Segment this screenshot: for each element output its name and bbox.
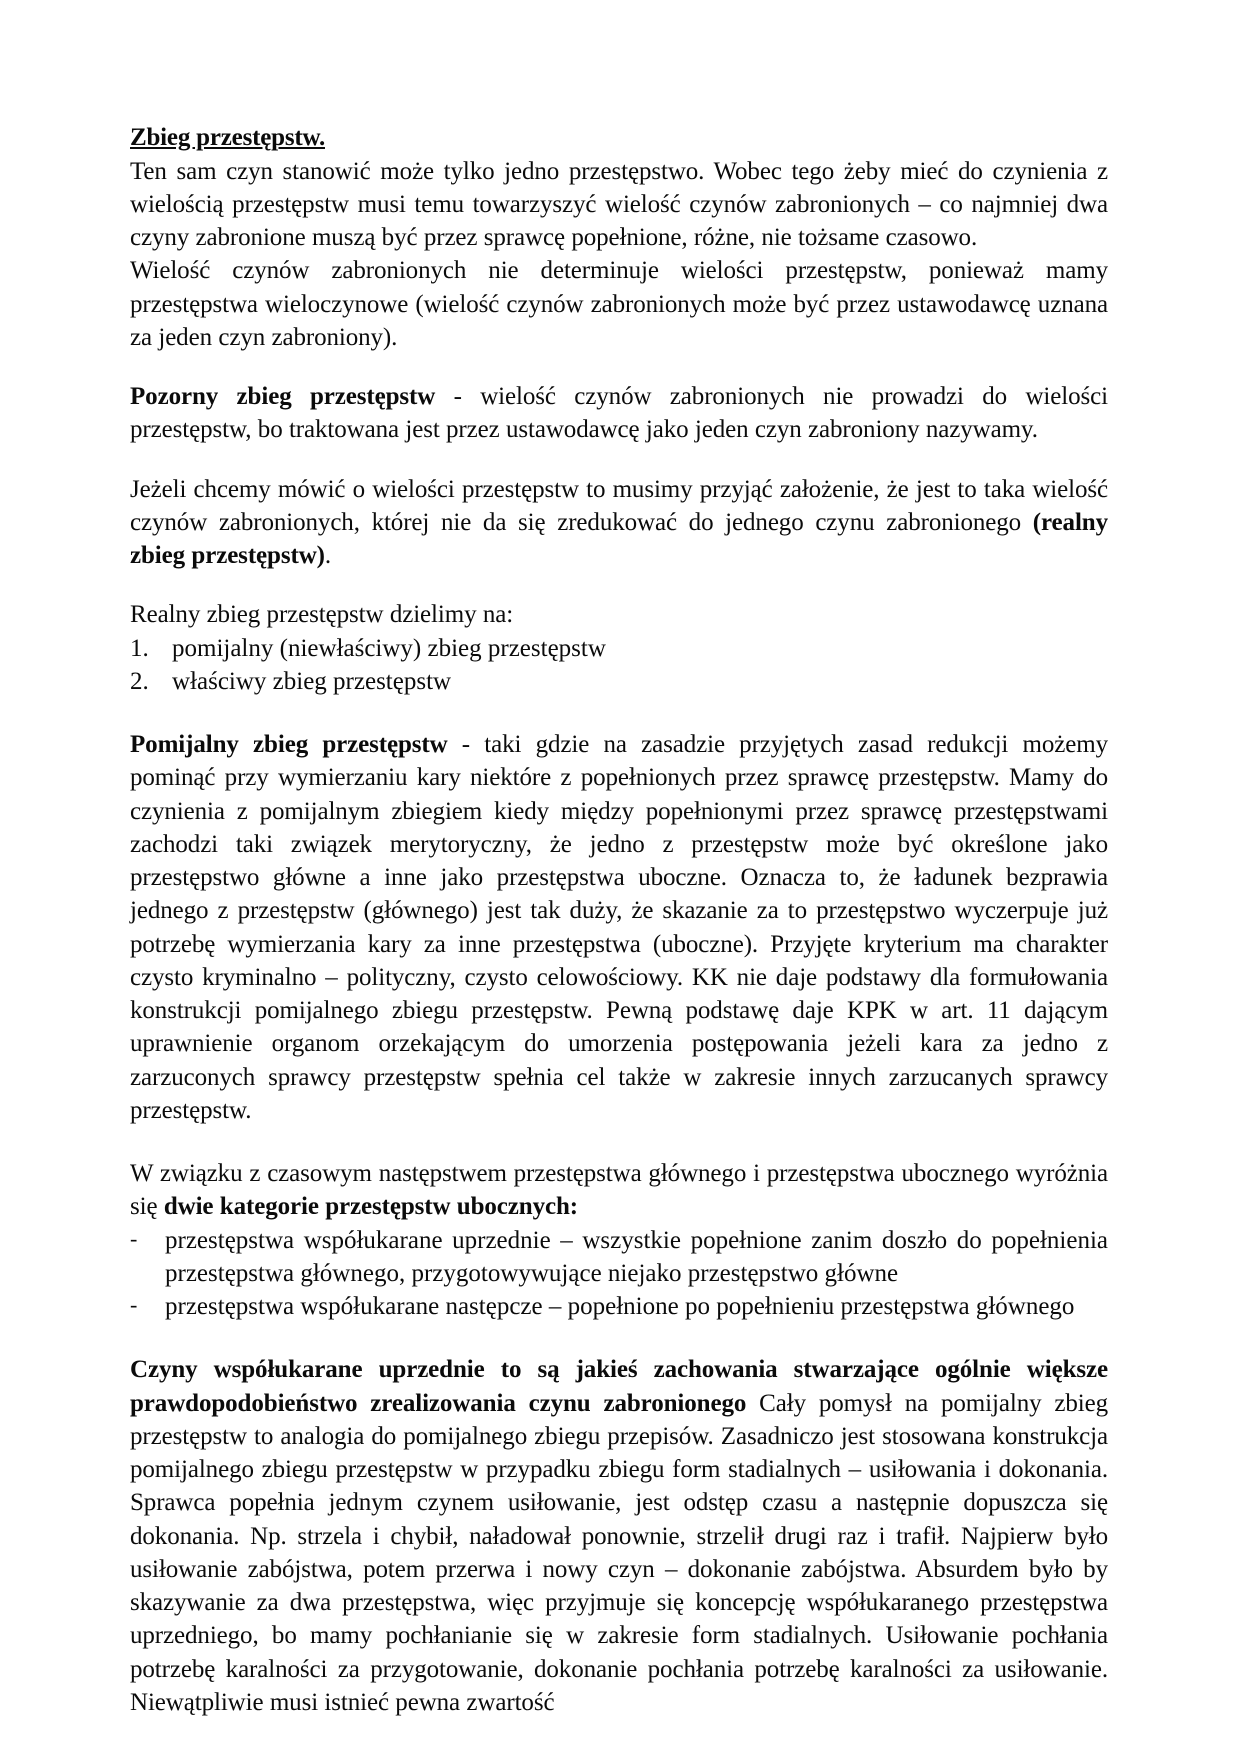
paragraph-intro-2: Wielość czynów zabronionych nie determinuje wielości przestępstw, ponieważ mamy przestępstwa wieloczynowe (wielość czynów zabronionych może być przez ustawodawcę uznana za jeden czyn zabroniony). xyxy=(130,257,1108,351)
spacer xyxy=(130,698,1108,728)
dash-marker: - xyxy=(130,1292,138,1317)
czyny-heading-inline: Czyny współukarane uprzednie to są jakieś zachowania stwarzające ogólnie większe prawdopodobieństwo zrealizowania czynu zabronionego xyxy=(130,1356,1108,1417)
paragraph-pozorny xyxy=(130,380,1108,447)
pozorny-body-inline: - wielość czynów zabronionych nie prowadzi do wielości przestępstw, bo traktowana jest przez ustawodawcę jako jeden czyn zabroniony nazywamy. xyxy=(130,383,1108,444)
paragraph-pomijalny xyxy=(130,728,1108,1127)
pomijalny-heading-inline: Pomijalny zbieg przestępstw xyxy=(130,731,448,758)
list-item xyxy=(130,1290,1108,1323)
spacer xyxy=(130,1323,1108,1353)
zwiazek-body-inline: W związku z czasowym następstwem przestępstwa głównego i przestępstwa ubocznego wyróżnia się xyxy=(130,1160,1108,1221)
paragraph-realny-lead: Realny zbieg przestępstw dzielimy na: xyxy=(130,601,514,629)
list-item-label: przestępstwa współukarane następcze – popełnione po popełnieniu przestępstwa głównego xyxy=(165,1293,1075,1320)
document-body xyxy=(130,122,1108,1719)
list-item-label: pomijalny (niewłaściwy) zbieg przestępstw xyxy=(172,634,606,662)
paragraph-jezeli xyxy=(130,473,1108,573)
pozorny-heading-inline: Pozorny zbieg przestępstw xyxy=(130,383,436,410)
spacer xyxy=(130,572,1108,598)
list-item-label: przestępstwa współukarane uprzednie – wszystkie popełnione zanim doszło do popełnienia przestępstwa głównego, przygotowywujące niejako przestępstwo główne xyxy=(165,1226,1108,1287)
spacer xyxy=(130,447,1108,473)
list-marker: 1. xyxy=(130,634,149,662)
dash-marker: - xyxy=(130,1225,138,1251)
jezeli-body-inline: Jeżeli chcemy mówić o wielości przestępstw to musimy przyjąć założenie, że jest to taka wielość czynów zabronionych, której nie da się zredukować do jednego czynu zabronionego xyxy=(130,475,1108,536)
dwie-kategorie-inline: dwie kategorie przestępstw ubocznych: xyxy=(163,1193,579,1221)
paragraph-intro-1: Ten sam czyn stanowić może tylko jedno przestępstwo. Wobec tego żeby mieć do czynienia z wielością przestępstw musi temu towarzyszyć wielość czynów zabronionych – co najmniej dwa czyny zabronione muszą być przez sprawcę popełnione, różne, nie tożsame czasowo. xyxy=(130,157,1108,251)
jezeli-period-inline: . xyxy=(324,542,332,569)
paragraph-zwiazek xyxy=(130,1157,1108,1224)
list-item-label: właściwy zbieg przestępstw xyxy=(172,667,452,695)
paragraph-czyny-wspolukarane xyxy=(130,1353,1108,1719)
list-item xyxy=(130,632,1108,665)
numbered-list xyxy=(130,632,1108,699)
page-title: Zbieg przestępstw. xyxy=(130,124,325,151)
pomijalny-body-inline: - taki gdzie na zasadzie przyjętych zasad redukcji możemy pominąć przy wymierzaniu kary niektóre z popełnionych przez sprawcę przestępstw. Mamy do czynienia z pomijalnym zbiegiem kiedy między popełnionymi przez sprawcę przestępstwami zachodzi taki związek merytoryczny, że jedno z przestępstw może być określone jako przestępstwo główne a inne jako przestępstwa uboczne. Oznacza to, że ładunek bezprawia jednego z przestępstw (głównego) jest tak duży, że skazanie za to przestępstwo wyczerpuje już potrzebę wymierzania kary za inne przestępstwa (uboczne). Przyjęte kryterium ma charakter czysto kryminalno – polityczny, czysto celowościowy. KK nie daje podstawy dla formułowania konstrukcji pomijalnego zbiegu przestępstw. Pewną podstawę daje KPK w art. 11 dającym uprawnienie organom orzekającym do umorzenia postępowania jeżeli kara za jedno z zarzuconych sprawcy przestępstw spełnia cel także w zakresie innych zarzucanych sprawcy przestępstw. xyxy=(130,731,1108,1124)
spacer xyxy=(130,1127,1108,1157)
list-item xyxy=(130,1224,1108,1291)
realny-zbieg-inline: (realny zbieg przestępstw) xyxy=(130,508,1108,569)
list-marker: 2. xyxy=(130,667,149,695)
dash-list xyxy=(130,1224,1108,1324)
czyny-body-inline: Cały pomysł na pomijalny zbieg przestępstw to analogia do pomijalnego zbiegu przepisów. Zasadniczo jest stosowana konstrukcja pomijalnego zbiegu przestępstw w przypadku zbiegu form stadialnych – usiłowania i dokonania. Sprawca popełnia jednym czynem usiłowanie, jest odstęp czasu a następnie dopuszcza się dokonania. Np. strzela i chybił, naładował ponownie, strzelił drugi raz i trafił. Najpierw było usiłowanie zabójstwa, potem przerwa i nowy czyn – dokonanie zabójstwa. Absurdem było by skazywanie za dwa przestępstwa, więc przyjmuje się koncepcję współukaranego przestępstwa uprzedniego, bo mamy pochłanianie się w zakresie form stadialnych. Usiłowanie pochłania potrzebę karalności za przygotowanie, dokonanie pochłania potrzebę karalności za usiłowanie. Niewątpliwie musi istnieć pewna zwartość xyxy=(130,1389,1108,1716)
spacer xyxy=(130,354,1108,380)
list-item xyxy=(130,665,1108,698)
